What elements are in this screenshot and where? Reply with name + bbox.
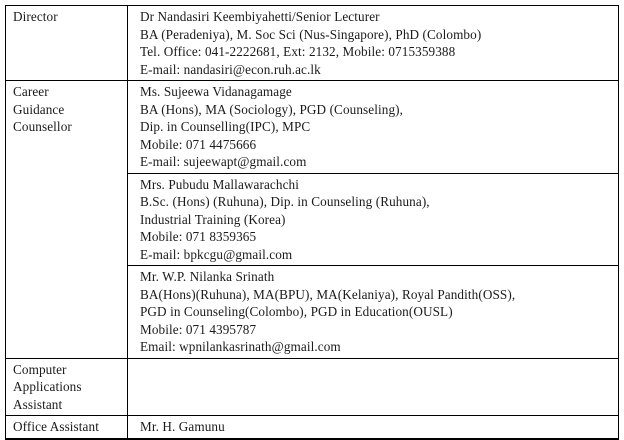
staff-name: Ms. Sujeewa Vidanagamage (140, 84, 292, 99)
staff-entry (128, 416, 618, 438)
staff-email: E-mail: bpkcgu@gmail.com (140, 246, 293, 262)
staff-name: Mr. H. Gamunu (140, 419, 225, 434)
staff-qualifications: Industrial Training (Korea) (140, 211, 286, 227)
staff-qualifications: Dip. in Counselling(IPC), MPC (140, 119, 311, 134)
staff-entry (128, 265, 618, 358)
detail-cell-director (128, 6, 618, 80)
table-row-computer-applications-assistant (6, 358, 618, 416)
staff-name: Mrs. Pubudu Mallawarachchi (140, 176, 299, 192)
detail-cell-computer-applications-assistant (128, 359, 618, 416)
document-page (5, 5, 619, 440)
detail-cell-office-assistant (128, 416, 618, 438)
staff-email: E-mail: nandasiri@econ.ruh.ac.lk (140, 61, 321, 77)
role-cell-office-assistant (6, 416, 128, 438)
role-label: Office Assistant (13, 419, 99, 434)
role-label: Counsellor (13, 119, 72, 134)
staff-name: Mr. W.P. Nilanka Srinath (140, 269, 275, 284)
role-label: Applications (13, 379, 82, 394)
role-label: Computer (13, 361, 67, 377)
role-label: Guidance (13, 101, 65, 117)
staff-entry (128, 6, 618, 80)
staff-phone: Mobile: 071 8359365 (140, 229, 257, 244)
staff-qualifications: BA (Hons), MA (Sociology), PGD (Counseling), (140, 101, 404, 117)
staff-qualifications: B.Sc. (Hons) (Ruhuna), Dip. in Counseling (Ruhuna), (140, 194, 430, 209)
staff-qualifications: BA (Peradeniya), M. Soc Sci (Nus-Singapore), PhD (Colombo) (140, 26, 482, 42)
table-row-career-guidance-counsellor (6, 80, 618, 358)
staff-phone: Mobile: 071 4395787 (140, 321, 257, 337)
table-row-director (6, 6, 618, 80)
table-row-office-assistant (6, 415, 618, 438)
staff-email: Email: wpnilankasrinath@gmail.com (140, 339, 341, 354)
role-label: Director (13, 9, 58, 24)
role-label: Career (13, 84, 49, 99)
staff-entry (128, 173, 618, 266)
staff-qualifications: BA(Hons)(Ruhuna), MA(BPU), MA(Kelaniya), Royal Pandith(OSS), (140, 286, 516, 302)
detail-cell-career-guidance-counsellor (128, 81, 618, 358)
staff-qualifications: PGD in Counseling(Colombo), PGD in Education(OUSL) (140, 304, 453, 319)
staff-contact-table (5, 5, 619, 440)
staff-phone: Tel. Office: 041-2222681, Ext: 2132, Mobile: 0715359388 (140, 44, 456, 59)
staff-entry-empty (128, 359, 618, 416)
staff-entry (128, 81, 618, 173)
role-cell-director (6, 6, 128, 80)
staff-phone: Mobile: 071 4475666 (140, 136, 257, 152)
role-cell-computer-applications-assistant (6, 359, 128, 416)
staff-name: Dr Nandasiri Keembiyahetti/Senior Lecturer (140, 9, 380, 24)
staff-email: E-mail: sujeewapt@gmail.com (140, 154, 307, 169)
role-label: Assistant (13, 396, 63, 412)
role-cell-career-guidance-counsellor (6, 81, 128, 358)
